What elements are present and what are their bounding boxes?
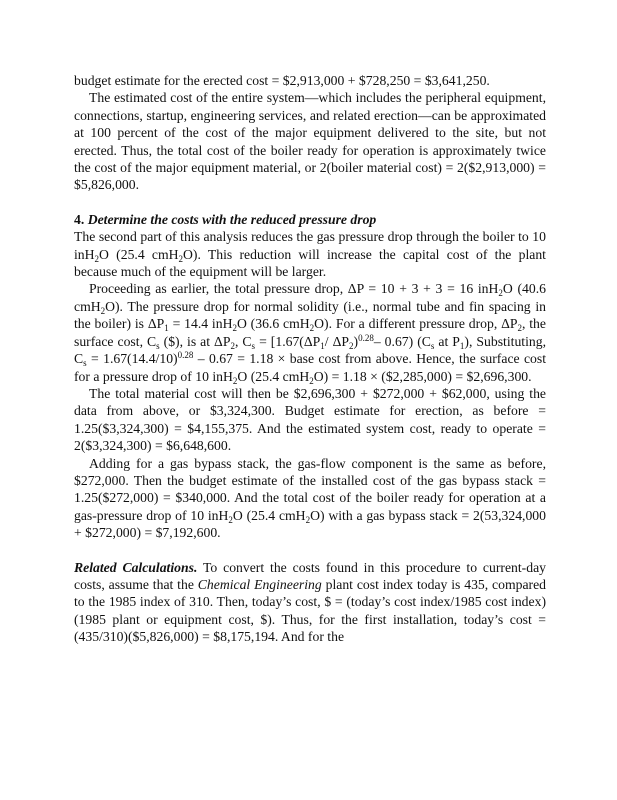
paragraph-reduced-pressure: The second part of this analysis reduces the gas pressure drop through the boiler to 10 inH$_2$O (25.4 cmH$_2$O). This reduction will increase the capital cost of the plant because much of the equipment will be larger. xyxy=(74,229,546,280)
paragraph-total-material-cost: The total material cost will then be $2,696,300 + $272,000 + $62,000, using the data from above, or $3,324,300. Budget estimate for erection, as before = 1.25($3,324,300) = $4,155,375. And the estimated system cost, ready to operate = 2($3,324,300) = $6,648,600. xyxy=(74,385,546,454)
section-gap xyxy=(74,542,546,559)
related-label: Related Calculations. xyxy=(74,559,198,575)
paragraph-system-cost: The estimated cost of the entire system—which includes the peripheral equipment, connections, startup, engineering services, and related erection—can be approximated at 100 percent of the cost of the major equipment delivered to the site, but not erected. Thus, the total cost of the boiler ready for operation is approximately twice the cost of the major equipment material, or 2(boiler material cost) = 2($2,913,000) = $5,826,000. xyxy=(74,90,546,193)
paragraph-related-calculations: Related Calculations. To convert the costs found in this procedure to current-day costs, assume that the Chemical Engineering plant cost index today is 435, compared to the 1985 index of 310. Then, today’s cost, $ = (today’s cost index/1985 cost index)(1985 plant or equipment cost, $). Thus, for the first installation, today’s cost = (435/310)($5,826,000) = $8,175,194. And for the xyxy=(74,559,547,645)
journal-name: Chemical Engineering xyxy=(197,576,322,592)
step-4-heading xyxy=(74,211,546,228)
step-number: 4. xyxy=(74,211,88,227)
paragraph-erected-cost: budget estimate for the erected cost = $2,913,000 + $728,250 = $3,641,250. xyxy=(74,73,490,88)
step-title: Determine the costs with the reduced pressure drop xyxy=(87,211,377,227)
paragraph-gas-bypass: Adding for a gas bypass stack, the gas-flow component is the same as before, $272,000. Then the budget estimate of the installed cost of the gas bypass stack = 1.25($272,000) = $340,000. And the total cost of the boiler ready for operation at a gas-pressure drop of 10 inH$_2$O (25.4 cmH$_2$O) with a gas bypass stack = 2(53,324,000 + $272,000) = $7,192,600. xyxy=(74,455,546,541)
section-gap xyxy=(74,194,546,211)
paragraph-pressure-drop: Proceeding as earlier, the total pressure drop, ΔP = 10 + 3 + 3 = 16 inH$_2$O (40.6 cmH$_2$O). The pressure drop for normal solidity (i.e., normal tube and fin spacing in the boiler) is $\Delta P_1 = 14.4$ inH$_2$O (36.6 cmH$_2$O). For a different pressure drop, $\Delta P_2$, the surface cost, $C_s$ ($), is at $\Delta P_2$, $C_s = [1.67(\Delta P_1/$ $\Delta P_2)^{0.28}-$ 0.67) ($C_s$ at $P_1$), Substituting, $C_s = 1.67(14.4/10)^{0.28} - 0.67 = 1.18$ × base cost from above. Hence, the surface cost for a pressure drop of 10 inH$_2$O (25.4 cmH$_2$O) = 1.18 × ($2,285,000) = $2,696,300. xyxy=(74,281,547,386)
document-page xyxy=(74,72,546,646)
